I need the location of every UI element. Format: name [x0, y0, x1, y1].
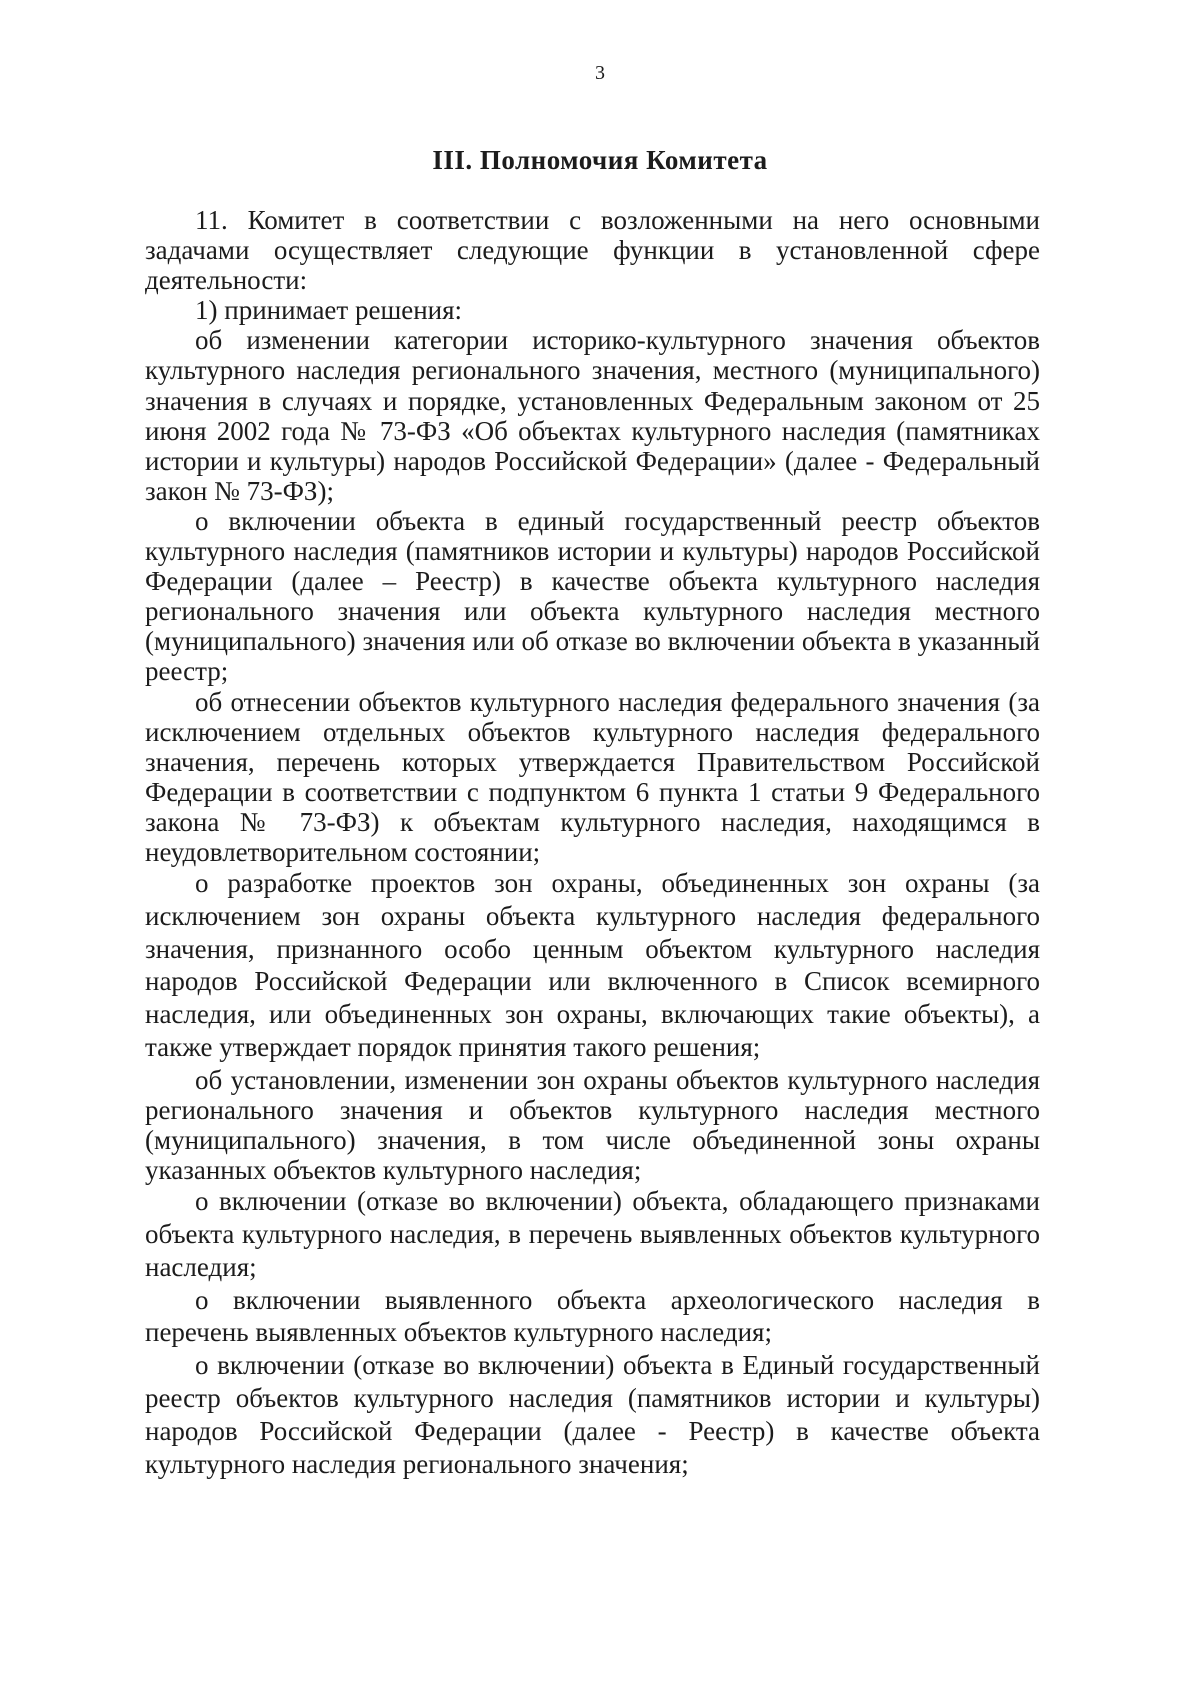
page-number: 3: [595, 62, 605, 84]
paragraph-11-intro: 11. Комитет в соответствии с возложенными на него основными задачами осуществляет следующие функции в установленной сфере деятельности:: [145, 205, 1040, 296]
paragraph-registry-inclusion: о включении объекта в единый государственный реестр объектов культурного наследия (памятников истории и культуры) народов Российской Федерации (далее – Реестр) в качестве объекта культурного наследия регионального значения или объекта культурного наследия местного (муниципального) значения или об отказе во включении объекта в указанный реестр;: [145, 505, 1040, 687]
paragraph-unsatisfactory-state: об отнесении объектов культурного наследия федерального значения (за исключением отдельных объектов культурного наследия федерального значения, перечень которых утверждается Правительством Российской Федерации в соответствии с подпунктом 6 пункта 1 статьи 9 Федерального закона № 73-ФЗ) к объектам культурного наследия, находящимся в неудовлетворительном состоянии;: [145, 686, 1040, 867]
paragraph-protection-zones-projects: о разработке проектов зон охраны, объединенных зон охраны (за исключением зон охраны объекта культурного наследия федерального значения, признанного особо ценным объектом культурного наследия народов Российской Федерации или включенного в Список всемирного наследия, или объединенных зон охраны, включающих такие объекты), а также утверждает порядок принятия такого решения;: [145, 868, 1040, 1063]
paragraph-category-change: об изменении категории историко-культурного значения объектов культурного наследия регионального значения, местного (муниципального) значения в случаях и порядке, установленных Федеральным законом от 25 июня 2002 года № 73-ФЗ «Об объектах культурного наследия (памятниках истории и культуры) народов Российской Федерации» (далее - Федеральный закон № 73-ФЗ);: [145, 325, 1040, 506]
paragraph-protection-zones-establishment: об установлении, изменении зон охраны объектов культурного наследия регионального значения и объектов культурного наследия местного (муниципального) значения, в том числе объединенной зоны охраны указанных объектов культурного наследия;: [145, 1064, 1040, 1186]
paragraph-archaeological-heritage: о включении выявленного объекта археологического наследия в перечень выявленных объектов культурного наследия;: [145, 1284, 1040, 1348]
document-body: [145, 205, 1040, 1480]
paragraph-item-1: 1) принимает решения:: [195, 295, 463, 326]
paragraph-identified-objects-list: о включении (отказе во включении) объекта, обладающего признаками объекта культурного наследия, в перечень выявленных объектов культурного наследия;: [145, 1186, 1040, 1282]
paragraph-unified-registry: о включении (отказе во включении) объекта в Единый государственный реестр объектов культурного наследия (памятников истории и культуры) народов Российской Федерации (далее - Реестр) в качестве объекта культурного наследия регионального значения;: [145, 1350, 1040, 1479]
section-heading: III. Полномочия Комитета: [432, 145, 768, 175]
